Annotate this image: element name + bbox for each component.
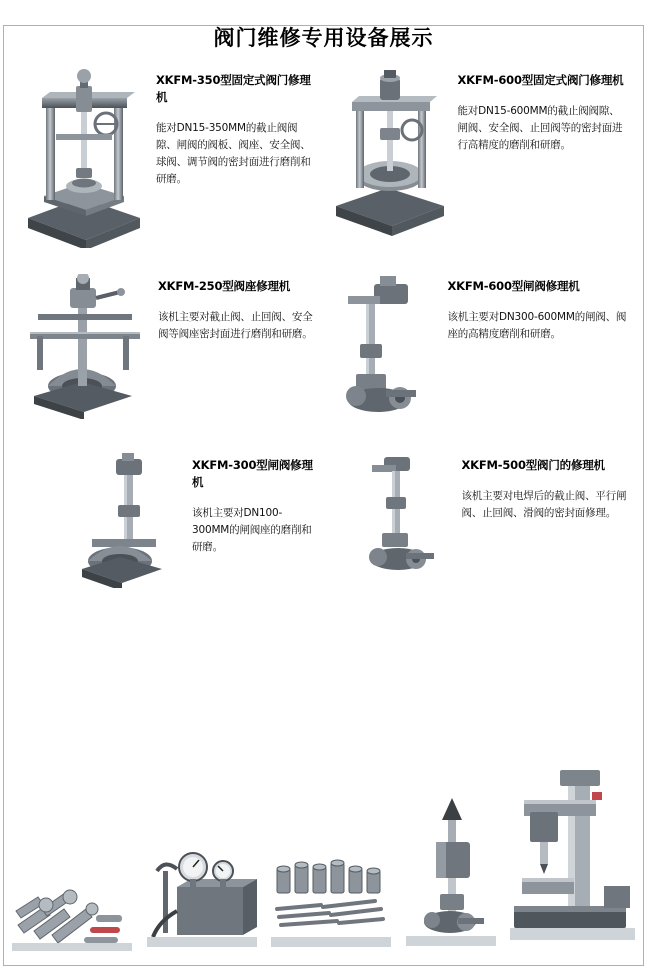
product-text bbox=[454, 453, 628, 588]
gallery-item-grinding-heads[interactable] bbox=[271, 851, 391, 951]
product-item-xkfm-500[interactable] bbox=[324, 449, 634, 592]
seat-grinder-machine-icon bbox=[20, 274, 150, 419]
product-name: XKFM-350型固定式阀门修理机 bbox=[156, 73, 311, 104]
product-name: XKFM-600型闸阀修理机 bbox=[447, 279, 580, 293]
tool-set-icon bbox=[12, 871, 132, 951]
gallery-item-portable-grinder[interactable] bbox=[406, 796, 496, 951]
product-name: XKFM-500型阀门的修理机 bbox=[461, 458, 605, 472]
radial-drill-icon bbox=[510, 766, 635, 951]
gallery-item-pressure-test-pump[interactable] bbox=[147, 841, 257, 951]
grinding-heads-icon bbox=[271, 851, 391, 951]
gate-valve-grinder-icon bbox=[330, 274, 440, 419]
portable-grinder-icon bbox=[406, 796, 496, 951]
product-text bbox=[450, 68, 628, 248]
product-name: XKFM-600型固定式阀门修理机 bbox=[457, 73, 624, 87]
gate-valve-grinder-icon bbox=[74, 453, 184, 588]
product-item-xkfm-600-fixed[interactable] bbox=[324, 64, 634, 252]
product-row bbox=[14, 270, 633, 423]
product-description: 该机主要对电焊后的截止阀、平行闸阀、止回阀、滑阀的密封面修理。 bbox=[461, 490, 627, 519]
product-description: 能对DN15-350MM的截止阀阀隙、闸阀的阀板、阀座、安全阀、球阀、调节阀的密封面进行磨削和研磨。 bbox=[156, 122, 311, 185]
gallery-item-drilling-machine[interactable] bbox=[510, 766, 635, 951]
product-text bbox=[184, 453, 318, 588]
product-item-xkfm-250[interactable] bbox=[14, 270, 324, 423]
product-list bbox=[0, 64, 647, 592]
gallery-item-tools-set[interactable] bbox=[12, 871, 132, 951]
product-description: 该机主要对DN100-300MM的闸阀座的磨削和研磨。 bbox=[192, 507, 312, 553]
product-row bbox=[14, 64, 633, 252]
product-description: 能对DN15-600MM的截止阀阀隙、闸阀、安全阀、止回阀等的密封面进行高精度的磨削和研磨。 bbox=[457, 105, 623, 151]
product-description: 该机主要对截止阀、止回阀、安全阀等阀座密封面进行磨削和研磨。 bbox=[158, 311, 313, 340]
product-text bbox=[150, 274, 318, 419]
product-text bbox=[440, 274, 628, 419]
valve-grinder-machine-icon bbox=[330, 68, 450, 248]
product-item-xkfm-350[interactable] bbox=[14, 64, 324, 252]
product-row bbox=[14, 449, 633, 592]
product-name: XKFM-300型闸阀修理机 bbox=[192, 458, 313, 489]
product-name: XKFM-250型阀座修理机 bbox=[158, 279, 291, 293]
gate-valve-grinder-icon bbox=[354, 453, 454, 588]
product-text bbox=[148, 68, 318, 248]
product-item-xkfm-300[interactable] bbox=[14, 449, 324, 592]
product-item-xkfm-600-gate[interactable] bbox=[324, 270, 634, 423]
valve-grinder-machine-icon bbox=[20, 68, 148, 248]
bottom-gallery bbox=[12, 751, 635, 951]
pressure-pump-icon bbox=[147, 841, 257, 951]
product-description: 该机主要对DN300-600MM的闸阀、阀座的高精度磨削和研磨。 bbox=[447, 311, 627, 340]
page-title: 阀门维修专用设备展示 bbox=[213, 25, 434, 50]
